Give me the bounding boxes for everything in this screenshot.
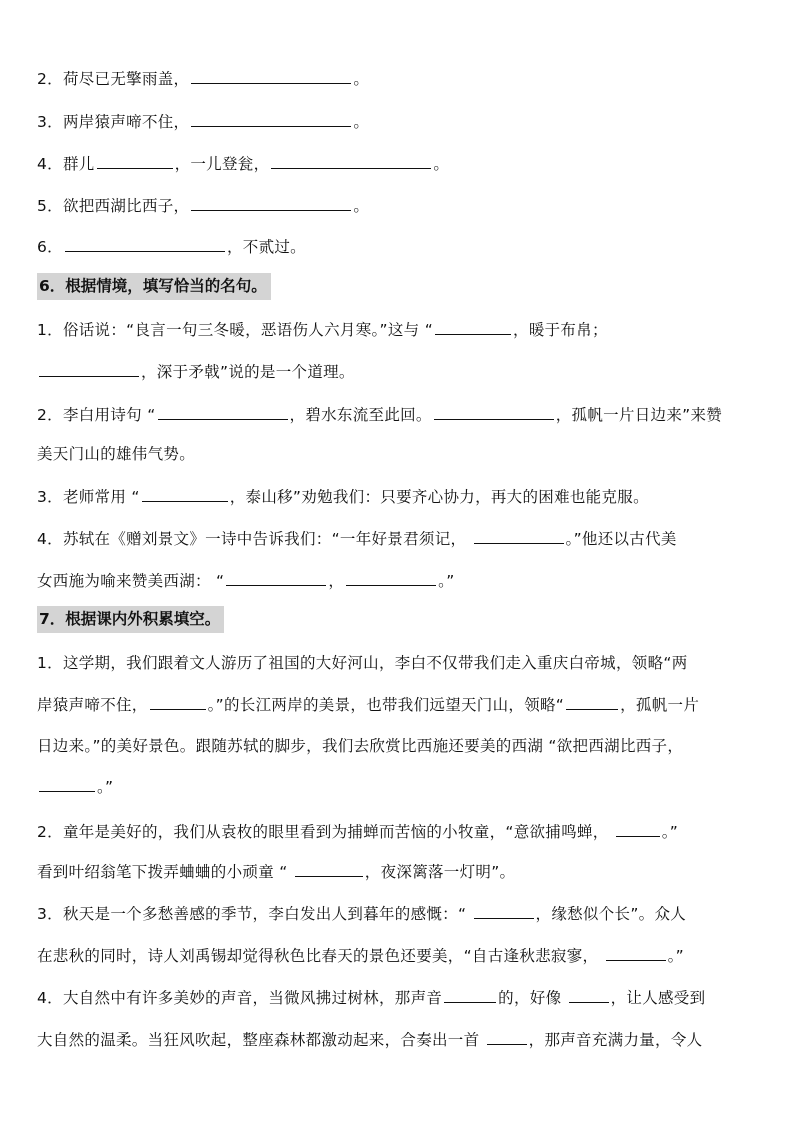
fill-in-blank[interactable]: [616, 820, 660, 837]
line-text: 5．欲把西湖比西子，: [37, 197, 190, 215]
text-line-q7-3a: [37, 902, 686, 925]
text-line-q5-2: [37, 67, 369, 90]
line-text: 。: [433, 155, 450, 173]
line-text: ，那声音充满力量，令人: [528, 1031, 703, 1049]
line-text: 4．苏轼在《赠刘景文》一诗中告诉我们：“一年好景君须记，: [37, 530, 472, 548]
line-text: 。”: [438, 572, 455, 590]
line-text: 。”: [661, 823, 679, 841]
line-text: ，泰山移”劝勉我们：只要齐心协力，再大的困难也能克服。: [229, 488, 649, 506]
fill-in-blank[interactable]: [474, 902, 534, 919]
line-text: 2．童年是美好的，我们从袁枚的眼里看到为捕蝉而苦恼的小牧童，“意欲捕鸣蝉，: [37, 823, 614, 841]
text-line-q7-1b: [37, 693, 699, 716]
text-line-q6-4b: [37, 569, 455, 592]
line-text: 2．李白用诗句 “: [37, 406, 156, 424]
line-text: 4．群儿: [37, 155, 95, 173]
text-line-q6-3: [37, 485, 649, 508]
fill-in-blank[interactable]: [474, 527, 564, 544]
line-text: 女西施为喻来赞美西湖： “: [37, 572, 225, 590]
line-text: 。”: [97, 778, 114, 796]
line-text: 看到叶绍翁笔下拨弄蛐蛐的小顽童 “: [37, 863, 293, 881]
text-line-q7-4a: [37, 986, 705, 1009]
text-line-q5-4: [37, 152, 449, 175]
fill-in-blank[interactable]: [191, 110, 351, 127]
line-text: 。”他还以古代美: [565, 530, 677, 548]
line-text: 在悲秋的同时，诗人刘禹锡却觉得秋色比春天的景色还要美，“自古逢秋悲寂寥，: [37, 947, 604, 965]
text-line-q5-3: [37, 110, 369, 133]
text-line-q7-3b: [37, 944, 684, 967]
fill-in-blank[interactable]: [295, 860, 363, 877]
line-text: ，: [328, 572, 345, 590]
line-text: ，孤帆一片日边来”来赞: [555, 406, 723, 424]
line-text: ，碧水东流至此回。: [289, 406, 432, 424]
line-text: 1．这学期，我们跟着文人游历了祖国的大好河山，李白不仅带我们走入重庆白帝城，领略“两: [37, 654, 688, 672]
fill-in-blank[interactable]: [226, 569, 326, 586]
line-text: 。: [353, 70, 370, 88]
text-line-q5-5: [37, 194, 369, 217]
fill-in-blank[interactable]: [65, 235, 225, 252]
line-text: 。: [353, 197, 370, 215]
line-text: 大自然的温柔。当狂风吹起，整座森林都激动起来，合奏出一首: [37, 1031, 485, 1049]
text-line-q6-1b: [37, 360, 355, 383]
fill-in-blank[interactable]: [191, 67, 351, 84]
line-text: 。”的长江两岸的美景，也带我们远望天门山，领略“: [207, 696, 565, 714]
fill-in-blank[interactable]: [606, 944, 666, 961]
line-text: ，深于矛戟”说的是一个道理。: [141, 363, 355, 381]
text-line-q7-1d: [37, 775, 113, 798]
text-line-q7-4b: [37, 1028, 702, 1051]
section-6-title: 6．根据情境，填写恰当的名句。: [37, 273, 271, 300]
fill-in-blank[interactable]: [346, 569, 436, 586]
fill-in-blank[interactable]: [434, 403, 554, 420]
line-text: 美天门山的雄伟气势。: [37, 445, 196, 463]
fill-in-blank[interactable]: [150, 693, 206, 710]
line-text: 6．: [37, 238, 63, 256]
line-text: 3．秋天是一个多愁善感的季节，李白发出人到暮年的感慨：“: [37, 905, 472, 923]
line-text: ，一儿登瓮，: [174, 155, 270, 173]
line-text: ，不贰过。: [226, 238, 306, 256]
text-line-q6-1a: [37, 318, 608, 341]
line-text: ，孤帆一片: [620, 696, 700, 714]
section-7-title: 7．根据课内外积累填空。: [37, 606, 224, 633]
text-line-q6-4a: [37, 527, 677, 550]
line-text: ，让人感受到: [610, 989, 706, 1007]
line-text: 日边来。”的美好景色。跟随苏轼的脚步，我们去欣赏比西施还要美的西湖 “欲把西湖比西子，: [37, 737, 684, 755]
line-text: 岸猿声啼不住，: [37, 696, 148, 714]
line-text: ，夜深篱落一灯明”。: [364, 863, 516, 881]
text-line-q5-6: [37, 235, 306, 258]
fill-in-blank[interactable]: [142, 485, 228, 502]
text-line-q7-1a: [37, 652, 688, 674]
text-line-q6-2a: [37, 403, 722, 426]
fill-in-blank[interactable]: [97, 152, 173, 169]
text-line-q7-2a: [37, 820, 678, 843]
fill-in-blank[interactable]: [487, 1028, 527, 1045]
line-text: 3．老师常用 “: [37, 488, 140, 506]
line-text: 。: [353, 113, 370, 131]
line-text: 的，好像: [498, 989, 567, 1007]
text-line-q7-2b: [37, 860, 515, 883]
line-text: ，缘愁似个长”。众人: [535, 905, 687, 923]
line-text: 。”: [667, 947, 684, 965]
line-text: ，暖于布帛；: [513, 321, 608, 339]
fill-in-blank[interactable]: [435, 318, 511, 335]
fill-in-blank[interactable]: [158, 403, 288, 420]
fill-in-blank[interactable]: [39, 360, 139, 377]
fill-in-blank[interactable]: [569, 986, 609, 1003]
line-text: 4．大自然中有许多美妙的声音，当微风拂过树林，那声音: [37, 989, 443, 1007]
fill-in-blank[interactable]: [566, 693, 618, 710]
line-text: 1．俗话说：“良言一句三冬暖，恶语伤人六月寒。”这与 “: [37, 321, 434, 339]
text-line-q7-1c: [37, 735, 683, 757]
text-line-q6-2b: [37, 443, 195, 465]
line-text: 3．两岸猿声啼不住，: [37, 113, 190, 131]
line-text: 2．荷尽已无擎雨盖，: [37, 70, 190, 88]
fill-in-blank[interactable]: [39, 775, 95, 792]
fill-in-blank[interactable]: [271, 152, 431, 169]
fill-in-blank[interactable]: [191, 194, 351, 211]
fill-in-blank[interactable]: [444, 986, 496, 1003]
